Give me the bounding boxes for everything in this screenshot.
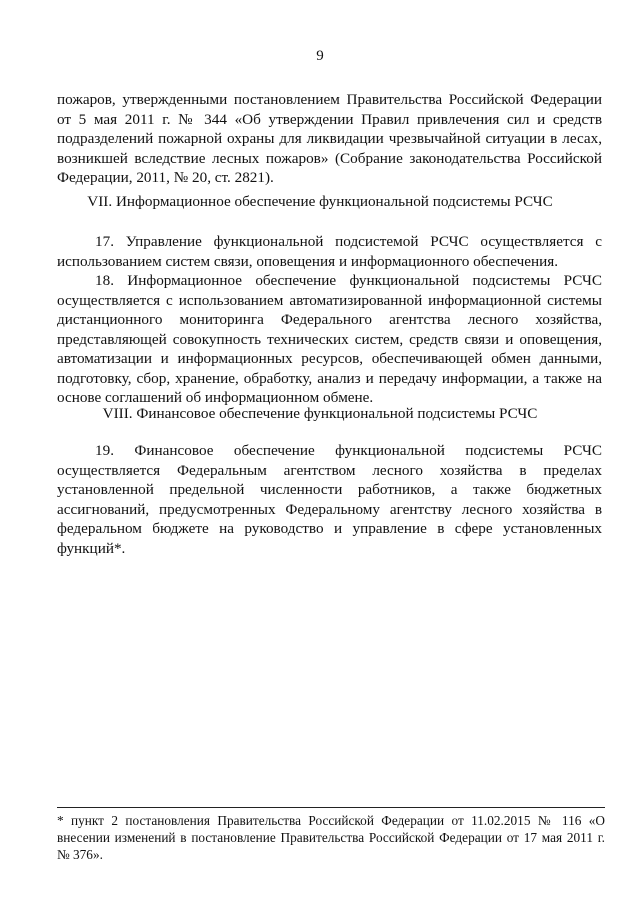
paragraph-19: 19. Финансовое обеспечение функциональной подсистемы РСЧС осуществляется Федеральным агентством лесного хозяйства в пределах установленной предельной численности работников, а также бюджетных ассигнований, предусмотренных Федеральному агентству лесного хозяйства в федеральном бюджете на руководство и управление в сфере установленных функций*.	[57, 442, 602, 557]
section-8-body	[57, 441, 602, 558]
footnote: * пункт 2 постановления Правительства Российской Федерации от 11.02.2015 № 116 «О внесении изменений в постановление Правительства Российской Федерации от 17 мая 2011 г. № 376».	[57, 813, 605, 862]
section-8-heading: VIII. Финансовое обеспечение функциональной подсистемы РСЧС	[102, 405, 538, 422]
paragraph-17: 17. Управление функциональной подсистемой РСЧС осуществляется с использованием систем связи, оповещения и информационного обеспечения.	[57, 233, 602, 270]
paragraph-18: 18. Информационное обеспечение функциональной подсистемы РСЧС осуществляется с использованием автоматизированной информационной системы дистанционного мониторинга Федерального агентства лесного хозяйства, представляющей совокупность технических систем, средств связи и оповещения, автоматизации и информационных ресурсов, обеспечивающей обмен данными, подготовку, сбор, хранение, обработку, анализ и передачу информации, а также на основе соглашений об информационном обмене.	[57, 272, 602, 406]
page-number: 9	[316, 48, 324, 64]
intro-paragraph-block	[57, 90, 602, 188]
footnote-divider	[57, 807, 605, 808]
section-7-heading: VII. Информационное обеспечение функциональной подсистемы РСЧС	[87, 193, 553, 210]
section-7-body	[57, 232, 602, 408]
intro-paragraph: пожаров, утвержденными постановлением Правительства Российской Федерации от 5 мая 2011 г. № 344 «Об утверждении Правил привлечения сил и средств подразделений пожарной охраны для ликвидации чрезвычайной ситуации в лесах, возникшей вследствие лесных пожаров» (Собрание законодательства Российской Федерации, 2011, № 20, ст. 2821).	[57, 91, 602, 186]
